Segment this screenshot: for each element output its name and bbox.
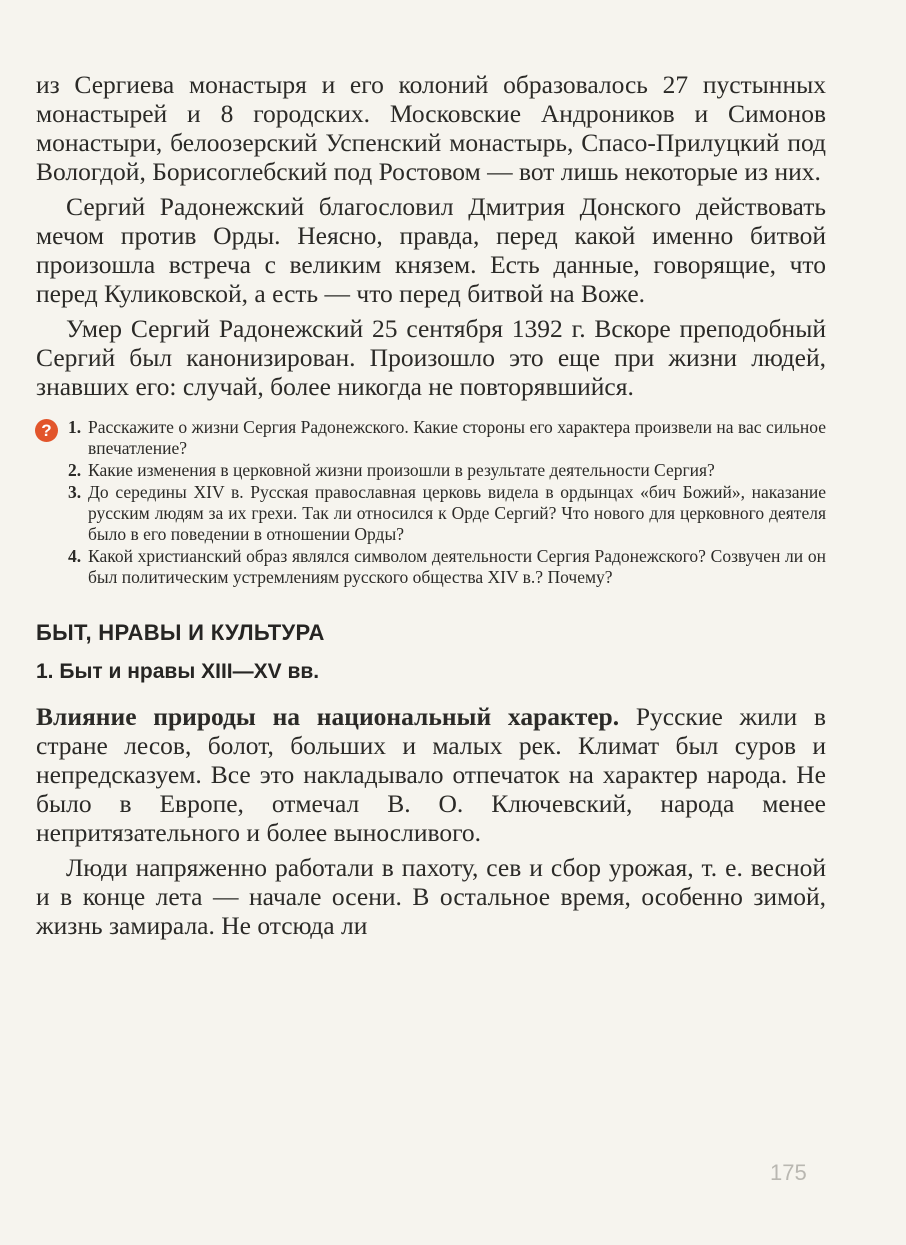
questions-block [36,417,826,588]
paragraph-2: Сергий Радонежский благословил Дмитрия Донского действовать мечом против Орды. Неясно, правда, перед какой именно битвой произошла встреча с великим князем. Есть данные, говорящие, что перед Куликовской, а есть — что перед битвой на Воже. [36,192,826,308]
question-text: Какие изменения в церковной жизни произошли в результате деятельности Сергия? [88,460,715,480]
last-paragraph: Люди напряженно работали в пахоту, сев и сбор урожая, т. е. весной и в конце лета — начале осени. В остальное время, особенно зимой, жизнь замирала. Не отсюда ли [36,853,826,940]
question-item-1 [68,417,826,459]
paragraph-1: из Сергиева монастыря и его колоний образовалось 27 пустынных монастырей и 8 городских. Московские Андроников и Симонов монастыри, белоозерский Успенский монастырь, Спасо-Прилуцкий под Вологдой, Борисоглебский под Ростовом — вот лишь некоторые из них. [36,70,826,186]
question-number: 3. [68,482,82,502]
page-number: 175 [770,1160,807,1185]
question-text: Расскажите о жизни Сергия Радонежского. Какие стороны его характера произвели на вас сильное впечатление? [88,417,826,458]
question-text: До середины XIV в. Русская православная церковь видела в ордынцах «бич Божий», наказание русским людям за их грехи. Так ли относился к Орде Сергий? Что нового для церковного деятеля было в его поведении в отношении Орды? [88,482,826,544]
question-item-4 [68,546,826,588]
paragraph-3: Умер Сергий Радонежский 25 сентября 1392 г. Вскоре преподобный Сергий был канонизирован. Произошло это еще при жизни людей, знавших его: случай, более никогда не повторявшийся. [36,314,826,401]
question-list [36,417,826,588]
question-text: Какой христианский образ являлся символом деятельности Сергия Радонежского? Созвучен ли он был политическим устремлениям русского общества XIV в.? Почему? [88,546,826,587]
question-number: 2. [68,460,82,480]
section-heading: БЫТ, НРАВЫ И КУЛЬТУРА [36,620,325,645]
question-item-2 [68,460,826,481]
lead-term: Влияние природы на национальный характер. [36,702,620,731]
question-number: 4. [68,546,82,566]
question-mark-icon: ? [35,419,58,442]
text-block-top [36,70,826,401]
text-block-bottom [36,702,826,940]
sub-heading: 1. Быт и нравы XIII—XV вв. [36,660,320,683]
question-item-3 [68,482,826,545]
question-number: 1. [68,417,82,437]
lead-paragraph [36,702,826,847]
page-content [36,70,826,946]
lead-text: Русские жили в стране лесов, болот, больших и малых рек. Климат был суров и непредсказуем. Все это накладывало отпечаток на характер народа. Не было в Европе, отмечал В. О. Ключевский, народа менее непритязательного и более выносливого. [36,702,826,847]
